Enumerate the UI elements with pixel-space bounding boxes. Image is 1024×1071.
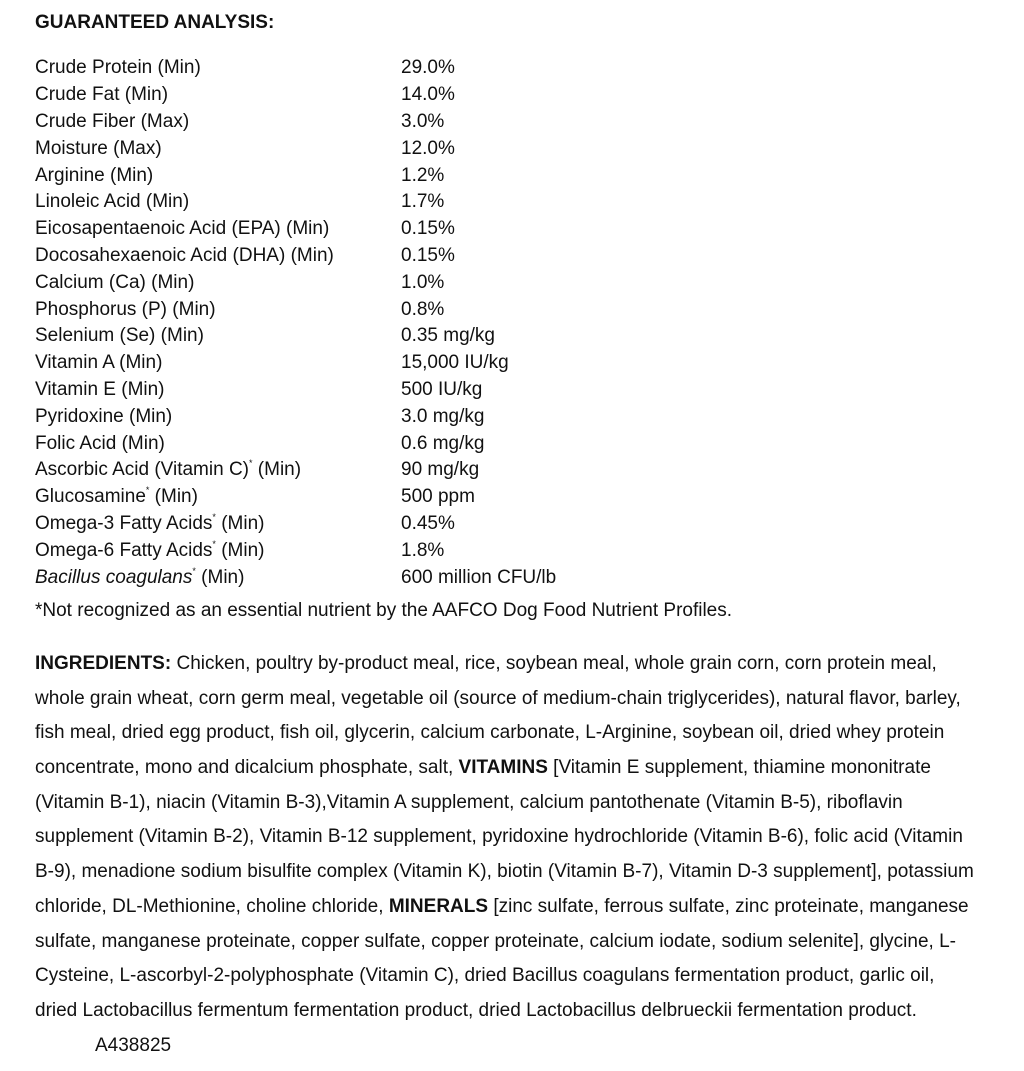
nutrient-name-text: Crude Fat (Min): [35, 84, 169, 106]
nutrient-name: [35, 272, 401, 294]
footnote-marker: *: [249, 458, 253, 469]
nutrient-value: 1.8%: [401, 539, 445, 561]
nutrient-name-text: Vitamin E (Min): [35, 378, 165, 400]
nutrient-name: [35, 406, 401, 428]
nutrient-name: [35, 138, 401, 160]
nutrient-name: [35, 165, 401, 187]
nutrient-name-text: Eicosapentaenoic Acid (EPA) (Min): [35, 218, 330, 240]
nutrient-name-suffix: (Min): [195, 566, 245, 588]
nutrient-name-text: Calcium (Ca) (Min): [35, 271, 195, 293]
analysis-row: [35, 269, 995, 296]
nutrient-name-text: Moisture (Max): [35, 137, 162, 159]
label-document: [35, 12, 995, 1063]
nutrient-name: [35, 567, 401, 589]
nutrient-name: [35, 325, 401, 347]
analysis-row: [35, 511, 995, 538]
nutrient-name-text: Omega-6 Fatty Acids: [35, 539, 213, 561]
nutrient-name-suffix: (Min): [252, 459, 302, 481]
nutrient-name-text: Pyridoxine (Min): [35, 405, 173, 427]
analysis-row: [35, 55, 995, 82]
nutrient-name-text: Bacillus coagulans: [35, 566, 193, 588]
nutrient-name: [35, 352, 401, 374]
nutrient-value: 500 IU/kg: [401, 378, 483, 400]
analysis-row: [35, 323, 995, 350]
analysis-row: [35, 296, 995, 323]
nutrient-name-text: Folic Acid (Min): [35, 432, 165, 454]
analysis-row: [35, 350, 995, 377]
nutrient-name: [35, 299, 401, 321]
analysis-row: [35, 82, 995, 109]
nutrient-value: 0.15%: [401, 218, 455, 240]
ingredients-text-part2: [Vitamin E supplement, thiamine mononitrate (Vitamin B-1), niacin (Vitamin B-3),Vitamin A supplement, calcium pantothenate (Vitamin B-5), riboflavin supplement (Vitamin B-2), Vitamin B-12 supplement, pyridoxine hydrochloride (Vitamin B-6), folic acid (Vitamin B-9), menadione sodium bisulfite complex (Vitamin K), biotin (Vitamin B-7), Vitamin D-3 supplement], potassium chloride, DL-Methionine, choline chloride,: [35, 757, 974, 917]
footnote-marker: *: [212, 511, 216, 522]
nutrient-name-text: Ascorbic Acid (Vitamin C): [35, 459, 249, 481]
nutrient-value: 500 ppm: [401, 486, 475, 508]
nutrient-name: [35, 379, 401, 401]
nutrient-value: 0.45%: [401, 512, 455, 534]
analysis-row: [35, 484, 995, 511]
nutrient-name-text: Omega-3 Fatty Acids: [35, 512, 213, 534]
nutrient-name: [35, 57, 401, 79]
analysis-row: [35, 109, 995, 136]
ingredients-text-part3: [zinc sulfate, ferrous sulfate, zinc proteinate, manganese sulfate, manganese proteinate, copper sulfate, copper proteinate, calcium iodate, sodium selenite], glycine, L-Cysteine, L-ascorbyl-2-polyphosphate (Vitamin C), dried Bacillus coagulans fermentation product, garlic oil, dried Lactobacillus fermentum fermentation product, dried Lactobacillus delbrueckii fermentation product.: [35, 895, 969, 1021]
nutrient-name: [35, 245, 401, 267]
nutrient-value: 3.0%: [401, 110, 445, 132]
nutrient-name-suffix: (Min): [149, 486, 198, 508]
nutrient-name-text: Docosahexaenoic Acid (DHA) (Min): [35, 244, 334, 266]
nutrient-value: 0.6 mg/kg: [401, 432, 485, 454]
nutrient-name-text: Vitamin A (Min): [35, 352, 163, 374]
nutrient-name: [35, 513, 401, 535]
nutrient-value: 90 mg/kg: [401, 459, 480, 481]
nutrient-name: [35, 218, 401, 240]
product-code: A438825: [95, 1034, 172, 1056]
nutrient-value: 600 million CFU/lb: [401, 566, 557, 588]
nutrient-name: [35, 111, 401, 133]
guaranteed-analysis-table: [35, 55, 995, 591]
analysis-row: [35, 377, 995, 404]
nutrient-value: 0.8%: [401, 298, 445, 320]
nutrient-value: 14.0%: [401, 84, 455, 106]
nutrient-name: [35, 84, 401, 106]
nutrient-name-text: Glucosamine: [35, 486, 146, 508]
nutrient-value: 1.7%: [401, 191, 445, 213]
analysis-row: [35, 457, 995, 484]
nutrient-name-text: Selenium (Se) (Min): [35, 325, 204, 347]
nutrient-name: [35, 540, 401, 562]
footnote-marker: *: [192, 565, 196, 576]
nutrient-value: 1.0%: [401, 271, 445, 293]
nutrient-name: [35, 486, 401, 508]
ingredients-label: INGREDIENTS:: [35, 652, 172, 674]
nutrient-name-suffix: (Min): [215, 512, 265, 534]
analysis-row: [35, 564, 995, 591]
guaranteed-analysis-heading: GUARANTEED ANALYSIS:: [35, 12, 275, 33]
nutrient-name-text: Crude Protein (Min): [35, 57, 201, 79]
nutrient-value: 1.2%: [401, 164, 445, 186]
nutrient-value: 12.0%: [401, 137, 455, 159]
analysis-row: [35, 243, 995, 270]
nutrient-value: 0.35 mg/kg: [401, 325, 495, 347]
nutrient-name-text: Arginine (Min): [35, 164, 154, 186]
analysis-row: [35, 216, 995, 243]
nutrient-name-text: Linoleic Acid (Min): [35, 191, 190, 213]
nutrient-name: [35, 459, 401, 481]
nutrient-value: 0.15%: [401, 244, 455, 266]
nutrient-value: 29.0%: [401, 57, 455, 79]
analysis-row: [35, 403, 995, 430]
analysis-row: [35, 430, 995, 457]
footnote-marker: *: [212, 538, 216, 549]
nutrient-value: 3.0 mg/kg: [401, 405, 485, 427]
footnote-marker: *: [145, 485, 150, 496]
nutrient-name-text: Phosphorus (P) (Min): [35, 298, 216, 320]
nutrient-name: [35, 433, 401, 455]
ingredients-text-part1: Chicken, poultry by-product meal, rice, soybean meal, whole grain corn, corn protein meal, whole grain wheat, corn germ meal, vegetable oil (source of medium-chain triglycerides), natural flavor, barley, fish meal, dried egg product, fish oil, glycerin, calcium carbonate, L-Arginine, soybean oil, dried whey protein concentrate, mono and dicalcium phosphate, salt,: [35, 652, 961, 779]
analysis-row: [35, 189, 995, 216]
minerals-label: MINERALS: [388, 895, 489, 917]
nutrient-name-text: Crude Fiber (Max): [35, 110, 190, 132]
analysis-row: [35, 162, 995, 189]
analysis-row: [35, 537, 995, 564]
nutrient-name-suffix: (Min): [215, 539, 265, 561]
nutrient-value: 15,000 IU/kg: [401, 352, 509, 374]
analysis-row: [35, 135, 995, 162]
nutrient-name: [35, 191, 401, 213]
footnote: *Not recognized as an essential nutrient by the AAFCO Dog Food Nutrient Profiles.: [35, 599, 733, 621]
vitamins-label: VITAMINS: [458, 757, 548, 779]
ingredients-paragraph: [35, 647, 980, 1063]
